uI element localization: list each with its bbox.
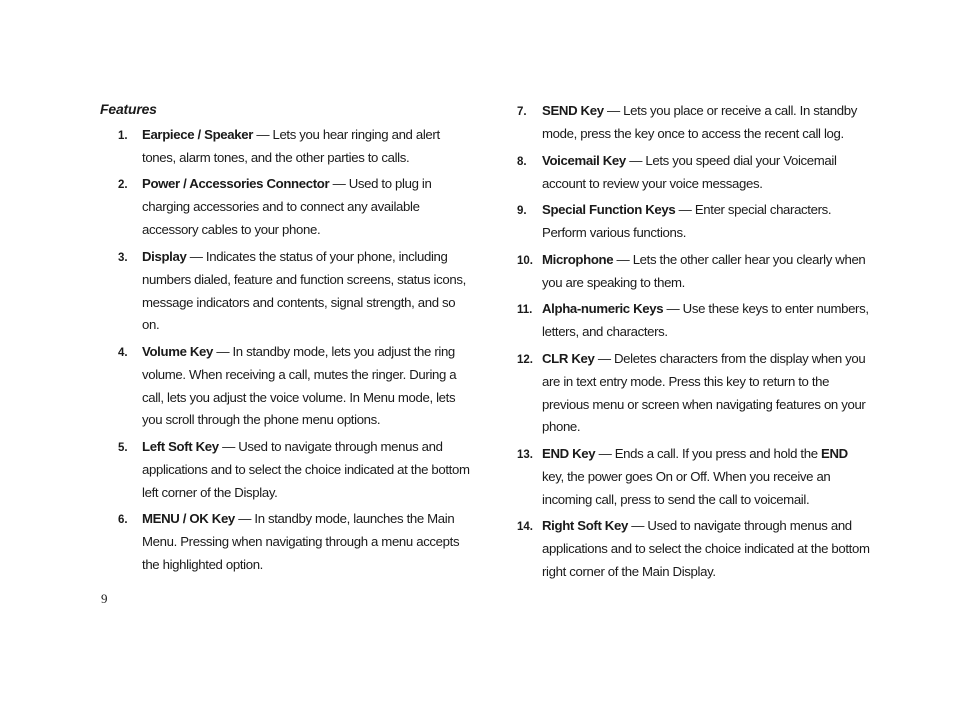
item-text xyxy=(142,341,472,432)
item-description: — Lets you hear ringing and alert tones, alarm tones, and the other parties to calls. xyxy=(142,127,440,165)
item-number: 12. xyxy=(517,354,533,366)
item-text xyxy=(542,100,872,146)
item-term: Earpiece / Speaker xyxy=(142,127,253,142)
item-description: — Lets the other caller hear you clearly when you are speaking to them. xyxy=(542,252,866,290)
item-description: — In standby mode, lets you adjust the ring volume. When receiving a call, mutes the ringer. During a call, lets you adjust the voice volume. In Menu mode, lets you scroll through the phone menu options. xyxy=(142,344,457,428)
item-description: — Used to plug in charging accessories and to connect any available accessory cables to your phone. xyxy=(142,176,432,237)
item-term: Microphone xyxy=(542,252,614,267)
item-term: Power / Accessories Connector xyxy=(142,176,330,191)
item-description: — Ends a call. If you press and hold the xyxy=(595,446,821,461)
item-text xyxy=(142,173,472,241)
item-term-inline: END xyxy=(821,446,848,461)
item-term: Right Soft Key xyxy=(542,518,628,533)
item-text xyxy=(542,150,872,196)
item-number: 2. xyxy=(118,179,128,191)
item-number: 14. xyxy=(517,521,533,533)
item-number: 7. xyxy=(517,106,527,118)
item-term: Special Function Keys xyxy=(542,202,676,217)
item-term: Voicemail Key xyxy=(542,153,626,168)
item-description: — Lets you place or receive a call. In standby mode, press the key once to access the recent call log. xyxy=(542,103,858,141)
item-description: — Lets you speed dial your Voicemail account to review your voice messages. xyxy=(542,153,837,191)
item-number: 1. xyxy=(118,130,128,142)
item-number: 6. xyxy=(118,514,128,526)
section-heading: Features xyxy=(100,101,157,117)
item-text xyxy=(542,443,872,511)
item-text xyxy=(542,348,872,439)
item-term: MENU / OK Key xyxy=(142,511,235,526)
item-description: — Used to navigate through menus and applications and to select the choice indicated at the bottom left corner of the Display. xyxy=(142,439,470,500)
item-term: Left Soft Key xyxy=(142,439,219,454)
item-description: — Use these keys to enter numbers, letters, and characters. xyxy=(542,301,869,339)
item-number: 8. xyxy=(517,156,527,168)
item-text xyxy=(142,124,472,170)
item-description: — Deletes characters from the display when you are in text entry mode. Press this key to return to the previous menu or screen when navigating features on your phone. xyxy=(542,351,866,435)
item-text xyxy=(142,246,472,337)
item-text xyxy=(542,515,872,583)
item-term: Alpha-numeric Keys xyxy=(542,301,664,316)
item-text xyxy=(542,199,872,245)
item-number: 13. xyxy=(517,449,533,461)
item-description: — In standby mode, launches the Main Menu. Pressing when navigating through a menu accepts the highlighted option. xyxy=(142,511,460,572)
item-text xyxy=(542,249,872,295)
item-term: END Key xyxy=(542,446,596,461)
item-text xyxy=(142,508,472,576)
item-number: 11. xyxy=(517,304,533,316)
item-number: 9. xyxy=(517,205,527,217)
item-description: — Enter special characters. Perform various functions. xyxy=(542,202,832,240)
item-description: — Indicates the status of your phone, including numbers dialed, feature and function screens, status icons, message indicators and contents, signal strength, and so on. xyxy=(142,249,466,333)
page-number: 9 xyxy=(101,591,108,606)
item-number: 4. xyxy=(118,347,128,359)
item-description: — Used to navigate through menus and applications and to select the choice indicated at the bottom right corner of the Main Display. xyxy=(542,518,870,579)
item-number: 10. xyxy=(517,255,533,267)
item-number: 3. xyxy=(118,252,128,264)
item-text xyxy=(142,436,472,504)
item-term: CLR Key xyxy=(542,351,595,366)
item-number: 5. xyxy=(118,442,128,454)
item-description-cont: key, the power goes On or Off. When you receive an incoming call, press to send the call to voicemail. xyxy=(542,468,831,507)
item-text xyxy=(542,298,872,344)
item-term: SEND Key xyxy=(542,103,604,118)
item-term: Display xyxy=(142,249,187,264)
item-term: Volume Key xyxy=(142,344,214,359)
